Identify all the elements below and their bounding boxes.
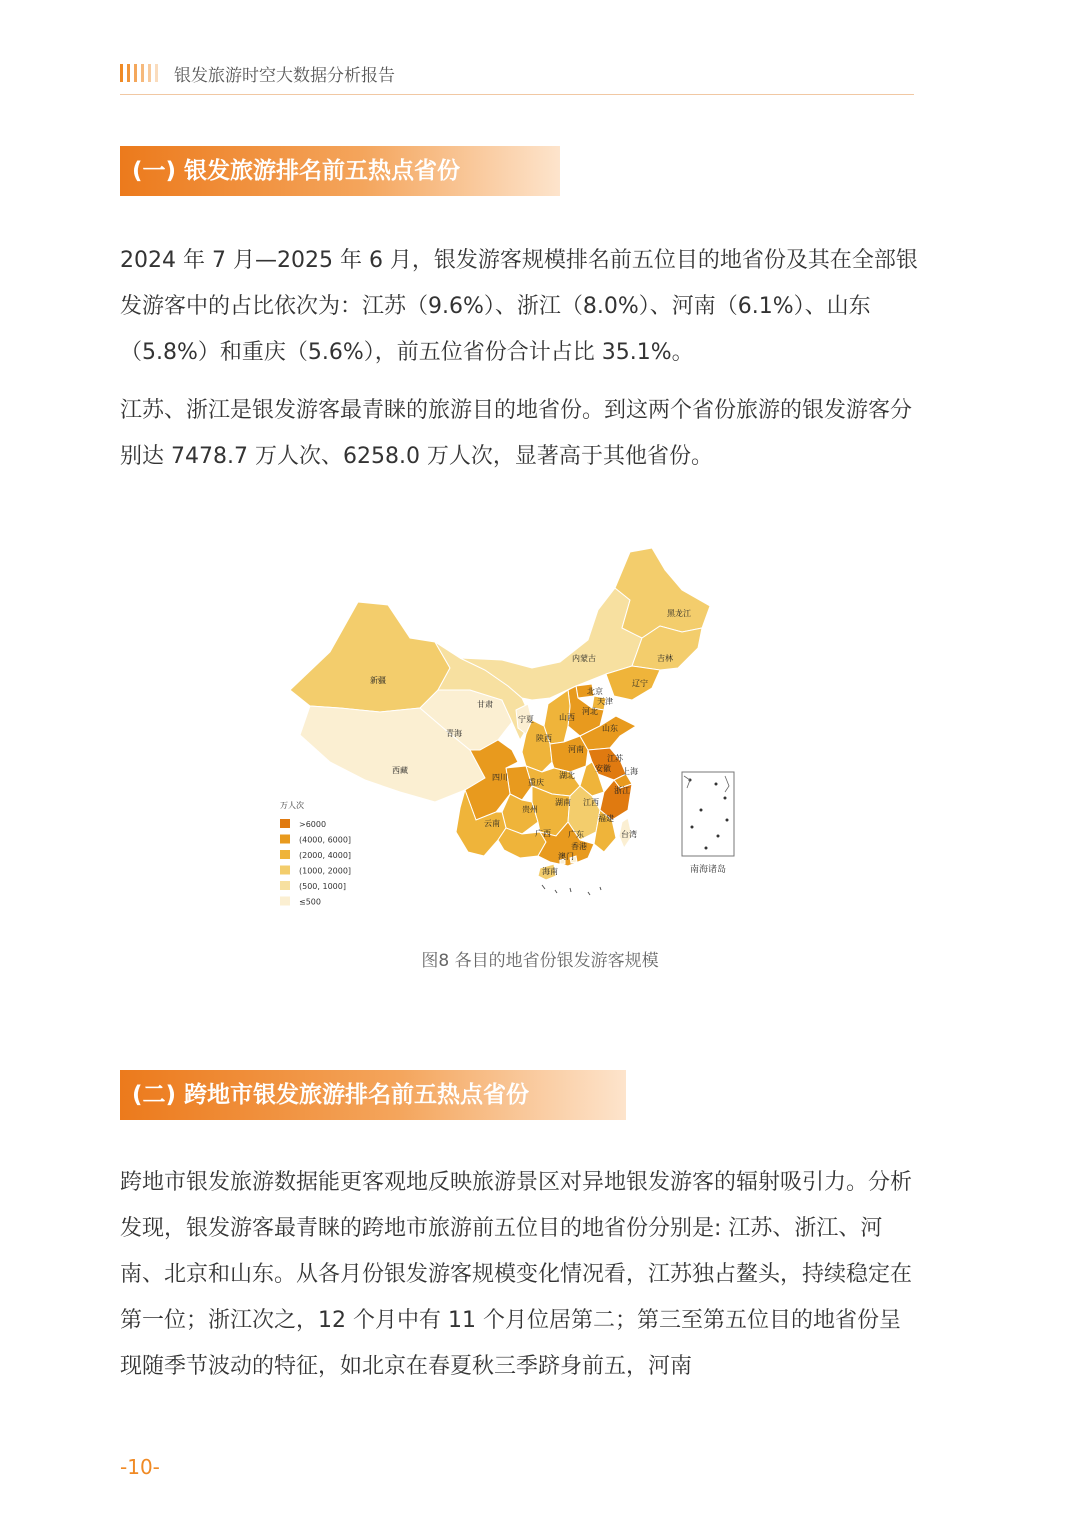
province-shape (615, 548, 710, 638)
section2-paragraph-1: 跨地市银发旅游数据能更客观地反映旅游景区对异地银发游客的辐射吸引力。分析发现，银发游客最青睐的跨地市旅游前五位目的地省份分别是: 江苏、浙江、河南、北京和山东。从各月份银发游客规模变化情况看，江苏独占鳌头，持续稳定在第一位；浙江次之，12 个月中有 11 个月位居第二；第三至第五位目的地省份呈现随季节波动的特征，如北京在春夏秋三季跻身前五，河南 (120, 1170, 913, 1379)
legend-swatch (280, 897, 290, 906)
legend-title: 万人次 (280, 801, 304, 810)
province-label: 台湾 (621, 830, 637, 839)
legend-label: (4000, 6000] (299, 835, 352, 845)
province-label: 湖北 (559, 771, 575, 780)
legend-swatch (280, 881, 290, 890)
legend-swatch (280, 835, 290, 844)
inset-box (682, 772, 734, 856)
province-label: 河北 (582, 707, 598, 716)
province-label: 北京 (587, 687, 603, 696)
map-legend (280, 819, 351, 907)
province-label: 浙江 (614, 786, 630, 795)
province-label: 云南 (484, 819, 500, 828)
section1-paragraph-1: 2024 年 7 月—2025 年 6 月，银发游客规模排名前五位目的地省份及其在全部银发游客中的占比依次为：江苏（9.6%）、浙江（8.0%）、河南（6.1%）、山东（5.8%）和重庆（5.6%），前五位省份合计占比 35.1%。 (120, 248, 918, 365)
china-map (270, 540, 750, 920)
header-bars-icon (120, 64, 158, 82)
figure-caption: 图8 各目的地省份银发游客规模 (421, 951, 659, 971)
province-label: 重庆 (528, 778, 544, 787)
province-label: 辽宁 (632, 679, 648, 688)
province-label: 宁夏 (518, 715, 534, 724)
section1-paragraph-2: 江苏、浙江是银发游客最青睐的旅游目的地省份。到这两个省份旅游的银发游客分别达 7478.7 万人次、6258.0 万人次，显著高于其他省份。 (120, 398, 913, 469)
province-label: 上海 (622, 767, 638, 776)
province-label: 黑龙江 (667, 609, 691, 618)
province-label: 香港 (571, 842, 587, 851)
province-label: 贵州 (522, 805, 538, 814)
legend-label: (2000, 4000] (299, 851, 352, 860)
province-label: 湖南 (555, 798, 571, 807)
legend-swatch (280, 850, 290, 859)
legend-label: (500, 1000] (299, 882, 346, 891)
section1-heading: (一) 银发旅游排名前五热点省份 (120, 146, 560, 196)
province-label: 陕西 (536, 734, 552, 743)
china-map-figure (270, 540, 750, 920)
province-label: 山东 (602, 724, 618, 733)
province-label: 安徽 (595, 764, 611, 773)
province-label: 海南 (542, 867, 558, 876)
section2-heading: (二) 跨地市银发旅游排名前五热点省份 (120, 1070, 626, 1120)
page-header (120, 58, 914, 95)
province-label: 澳门 (558, 852, 574, 861)
legend-swatch (280, 819, 290, 828)
province-shape (290, 602, 450, 712)
province-label: 广西 (535, 829, 551, 838)
province-label: 吉林 (657, 654, 673, 663)
province-label: 江苏 (607, 754, 623, 763)
province-label: 青海 (446, 729, 462, 738)
province-label: 甘肃 (477, 700, 493, 709)
legend-swatch (280, 866, 290, 875)
province-label: 福建 (598, 814, 614, 823)
province-label: 新疆 (370, 676, 386, 685)
province-label: 内蒙古 (572, 654, 596, 663)
province-label: 四川 (492, 773, 508, 782)
province-shapes (290, 548, 710, 880)
legend-label: ≤500 (299, 897, 321, 907)
legend-label: (1000, 2000] (299, 866, 352, 876)
page-number: -10- (120, 1455, 160, 1479)
province-label: 河南 (568, 745, 584, 754)
report-title: 银发旅游时空大数据分析报告 (174, 66, 395, 86)
province-label: 广东 (568, 830, 584, 839)
legend-label: >6000 (299, 820, 327, 829)
south-sea-islands-icon (542, 885, 601, 895)
province-label: 西藏 (392, 766, 408, 775)
province-label: 江西 (583, 798, 599, 807)
province-label: 天津 (597, 697, 613, 706)
province-label: 山西 (559, 713, 575, 722)
inset-label: 南海诸岛 (689, 865, 727, 875)
